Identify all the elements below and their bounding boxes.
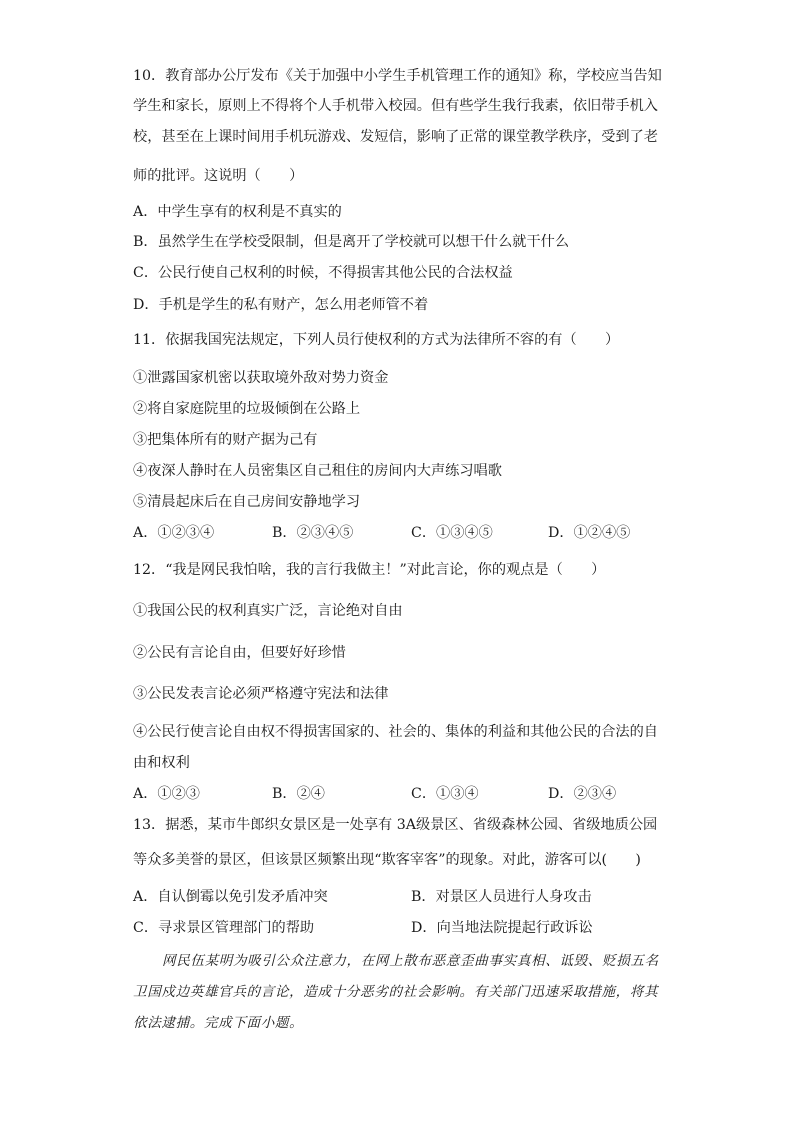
q11-option-a[interactable]: A．①②③④ (133, 525, 215, 541)
q11-item-1: ①泄露国家机密以获取境外敌对势力资金 (133, 370, 389, 386)
q13-option-c[interactable]: C．寻求景区管理部门的帮助 (133, 920, 315, 936)
q11-option-c[interactable]: C．①③④⑤ (411, 525, 493, 541)
q11-item-5: ⑤清晨起床后在自己房间安静地学习 (133, 494, 361, 510)
q10-stem-line-1: 10．教育部办公厅发布《关于加强中小学生手机管理工作的通知》称，学校应当告知 (133, 68, 662, 84)
q12-stem: 12．“我是网民我怕啥，我的言行我做主！”对此言论，你的观点是（ ） (133, 562, 606, 578)
q12-item-2: ②公民有言论自由，但要好好珍惜 (133, 645, 346, 661)
q10-option-b[interactable]: B．虽然学生在学校受限制，但是离开了学校就可以想干什么就干什么 (133, 234, 570, 250)
q12-item-4-line-2: 由和权利 (133, 755, 190, 771)
material-line-3: 依法逮捕。完成下面小题。 (133, 1015, 304, 1031)
q10-option-c[interactable]: C．公民行使自己权利的时候，不得损害其他公民的合法权益 (133, 265, 513, 281)
q12-option-b[interactable]: B．②④ (272, 786, 325, 802)
q13-option-d[interactable]: D．向当地法院提起行政诉讼 (411, 920, 593, 936)
q13-stem-line-2: 等众多美誉的景区，但该景区频繁出现“欺客宰客”的现象。对此，游客可以( ) (133, 852, 641, 868)
q11-stem: 11．依据我国宪法规定，下列人员行使权利的方式为法律所不容的有（ ） (133, 332, 620, 348)
q11-item-4: ④夜深人静时在人员密集区自己租住的房间内大声练习唱歌 (133, 463, 502, 479)
q10-option-a[interactable]: A．中学生享有的权利是不真实的 (133, 204, 342, 220)
q12-option-c[interactable]: C．①③④ (411, 786, 479, 802)
q13-option-a[interactable]: A．自认倒霉以免引发矛盾冲突 (133, 889, 328, 905)
q12-option-d[interactable]: D．②③④ (548, 786, 617, 802)
material-line-2: 卫国戍边英雄官兵的言论，造成十分恶劣的社会影响。有关部门迅速采取措施，将其 (133, 984, 659, 1000)
q11-item-2: ②将自家庭院里的垃圾倾倒在公路上 (133, 401, 361, 417)
q12-item-1: ①我国公民的权利真实广泛，言论绝对自由 (133, 603, 403, 619)
q12-item-4-line-1: ④公民行使言论自由权不得损害国家的、社会的、集体的利益和其他公民的合法的自 (133, 724, 658, 740)
q11-item-3: ③把集体所有的财产据为己有 (133, 432, 318, 448)
q11-option-d[interactable]: D．①②④⑤ (548, 525, 631, 541)
q10-stem-line-3: 校，甚至在上课时间用手机玩游戏、发短信，影响了正常的课堂教学秩序，受到了老 (133, 129, 658, 145)
q11-option-b[interactable]: B．②③④⑤ (272, 525, 354, 541)
q12-option-a[interactable]: A．①②③ (133, 786, 200, 802)
q10-stem-line-4: 师的批评。这说明（ ） (133, 168, 304, 184)
q12-item-3: ③公民发表言论必须严格遵守宪法和法律 (133, 686, 389, 702)
q10-stem-line-2: 学生和家长，原则上不得将个人手机带入校园。但有些学生我行我素，依旧带手机入 (133, 98, 658, 114)
q10-option-d[interactable]: D．手机是学生的私有财产，怎么用老师管不着 (133, 297, 429, 313)
q13-stem-line-1: 13．据悉，某市牛郎织女景区是一处享有 3A级景区、省级森林公园、省级地质公园 (133, 817, 658, 833)
q13-option-b[interactable]: B．对景区人员进行人身攻击 (411, 889, 592, 905)
material-line-1: 网民伍某明为吸引公众注意力，在网上散布恶意歪曲事实真相、诋毁、贬损五名 (162, 953, 659, 969)
